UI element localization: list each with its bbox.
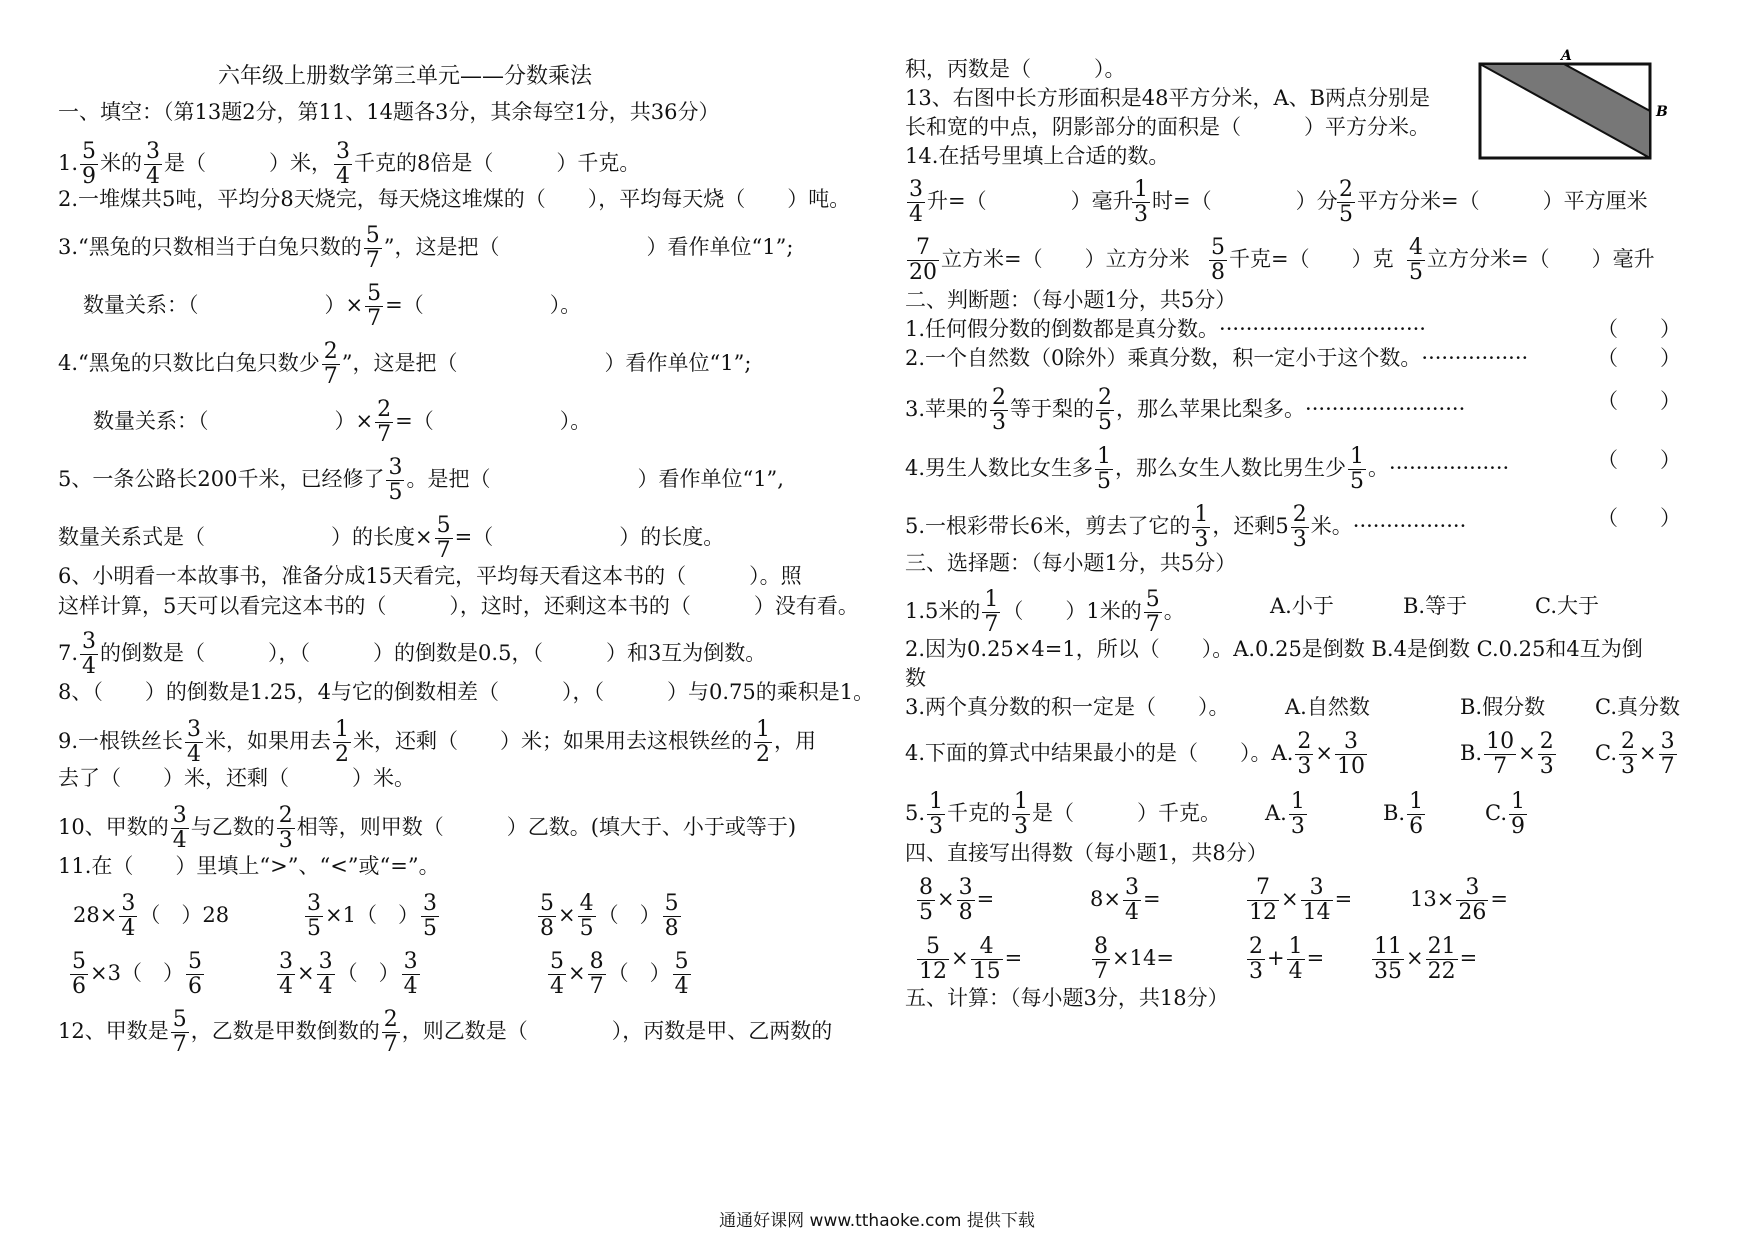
question-3-relation: 数量关系：（ ）× $\frac{5}{7}$ =（ ）。 <box>83 281 582 331</box>
choice-4-option-b: B. $\frac{10}{7}$ × $\frac{2}{3}$ <box>1460 729 1554 779</box>
section1-header: 一、填空：（第13题2分，第11、14题各3分，其余每空1分，共36分） <box>58 100 720 124</box>
choice-1-option-a: A.小于 <box>1270 594 1334 618</box>
judge-2: 2.一个自然数（0除外）乘真分数，积一定小于这个数。················ <box>905 346 1529 370</box>
q14-item-3: $\frac{2}{5}$ 平方分米=（ ）平方厘米 <box>1339 177 1648 227</box>
calc-8: $\frac{11}{35}$ × $\frac{21}{22}$ = <box>1374 934 1478 984</box>
question-14: 14.在括号里填上合适的数。 <box>905 144 1170 168</box>
calc-4: 13× $\frac{3}{26}$ = <box>1410 875 1508 925</box>
point-b-label: B <box>1656 104 1668 120</box>
judge-2-paren: （ ） <box>1597 346 1681 370</box>
footer-credit: 通通好课网 www.tthaoke.com 提供下载 <box>719 1211 1035 1231</box>
judge-4-paren: （ ） <box>1597 448 1681 472</box>
calc-3: $\frac{7}{12}$ × $\frac{3}{14}$ = <box>1249 875 1353 925</box>
choice-3-option-b: B.假分数 <box>1460 695 1546 719</box>
choice-3: 3.两个真分数的积一定是（ ）。 <box>905 695 1230 719</box>
question-4-relation: 数量关系：（ ）× $\frac{2}{7}$ =（ ）。 <box>93 397 592 447</box>
judge-1-paren: （ ） <box>1597 317 1681 341</box>
section3-header: 三、选择题：（每小题1分，共5分） <box>905 551 1237 575</box>
calc-2: 8× $\frac{3}{4}$ = <box>1090 875 1161 925</box>
q11-item-2: $\frac{3}{5}$ ×1（ ） $\frac{3}{5}$ <box>307 891 437 941</box>
judge-4: 4.男生人数比女生多 $\frac{1}{5}$ ，那么女生人数比男生少 $\frac{1}{5}$ 。·················· <box>905 444 1510 494</box>
q11-item-1: 28× $\frac{3}{4}$ （ ）28 <box>73 891 230 941</box>
question-13-line2: 长和宽的中点，阴影部分的面积是（ ）平方分米。 <box>905 115 1430 139</box>
point-a-label: A <box>1561 48 1572 64</box>
question-9: 9.一根铁丝长 $\frac{3}{4}$ 米，如果用去 $\frac{1}{2}$ 米，还剩（ ）米；如果用去这根铁丝的 $\frac{1}{2}$ ，用 <box>58 717 817 767</box>
question-13-line1: 13、右图中长方形面积是48平方分米，A、B两点分别是 <box>905 86 1431 110</box>
question-1: 1. $\frac{5}{9}$ 米的 $\frac{3}{4}$ 是（ ）米， $\frac{3}{4}$ 千克的8倍是（ ）千克。 <box>58 139 641 189</box>
q14-item-5: $\frac{5}{8}$ 千克=（ ）克 <box>1211 235 1394 285</box>
section2-header: 二、判断题：（每小题1分，共5分） <box>905 288 1237 312</box>
choice-4-option-c: C. $\frac{2}{3}$ × $\frac{3}{7}$ <box>1595 729 1675 779</box>
question-9-line2: 去了（ ）米，还剩（ ）米。 <box>58 766 415 790</box>
calc-6: $\frac{8}{7}$ ×14= <box>1094 934 1174 984</box>
question-7: 7. $\frac{3}{4}$ 的倒数是（ ），（ ）的倒数是0.5，（ ）和3互为倒数。 <box>58 629 767 679</box>
q14-item-4: $\frac{7}{20}$ 立方米=（ ）立方分米 <box>909 235 1190 285</box>
choice-3-option-a: A.自然数 <box>1285 695 1370 719</box>
choice-5-option-c: C. $\frac{1}{9}$ <box>1485 789 1525 839</box>
question-5-relation: 数量关系式是（ ）的长度× $\frac{5}{7}$ =（ ）的长度。 <box>58 513 725 563</box>
choice-5-option-a: A. $\frac{1}{3}$ <box>1265 789 1305 839</box>
calc-5: $\frac{5}{12}$ × $\frac{4}{15}$ = <box>919 934 1023 984</box>
judge-1: 1.任何假分数的倒数都是真分数。······························· <box>905 317 1426 341</box>
question-5: 5、一条公路长200千米，已经修了 $\frac{3}{5}$ 。是把（ ）看作单位“1”, <box>58 455 784 505</box>
q11-item-4: $\frac{5}{6}$ ×3（ ） $\frac{5}{6}$ <box>72 949 202 999</box>
section4-header: 四、直接写出得数（每小题1，共8分） <box>905 841 1268 865</box>
question-12-cont: 积，丙数是（ ）。 <box>905 57 1126 81</box>
question-4: 4.“黑兔的只数比白兔只数少 $\frac{2}{7}$ ”，这是把（ ）看作单位“1”; <box>58 339 752 389</box>
q11-item-3: $\frac{5}{8}$ × $\frac{4}{5}$ （ ） $\frac{5}{8}$ <box>540 891 679 941</box>
judge-5: 5.一根彩带长6米，剪去了它的 $\frac{1}{3}$ ，还剩5 $\frac{2}{3}$ 米。················· <box>905 502 1467 552</box>
question-8: 8、（ ）的倒数是1.25，4与它的倒数相差（ ），（ ）与0.75的乘积是1。 <box>58 680 875 704</box>
choice-5-option-b: B. $\frac{1}{6}$ <box>1383 789 1424 839</box>
section5-header: 五、计算：（每小题3分，共18分） <box>905 986 1229 1010</box>
choice-4: 4.下面的算式中结果最小的是（ ）。A. $\frac{2}{3}$ × $\frac{3}{10}$ <box>905 729 1365 779</box>
question-6-line1: 6、小明看一本故事书，准备分成15天看完，平均每天看这本书的（ ）。照 <box>58 564 802 588</box>
q11-item-5: $\frac{3}{4}$ × $\frac{3}{4}$ （ ） $\frac{3}{4}$ <box>279 949 418 999</box>
question-6-line2: 这样计算，5天可以看完这本书的（ ），这时，还剩这本书的（ ）没有看。 <box>58 594 859 618</box>
q11-item-6: $\frac{5}{4}$ × $\frac{8}{7}$ （ ） $\frac{5}{4}$ <box>550 949 689 999</box>
choice-1: 1.5米的 $\frac{1}{7}$ （ ）1米的 $\frac{5}{7}$ 。 <box>905 587 1185 637</box>
question-11: 11.在（ ）里填上“>”、“<”或“=”。 <box>58 854 440 878</box>
calc-1: $\frac{8}{5}$ × $\frac{3}{8}$ = <box>919 875 995 925</box>
q14-item-2: $\frac{1}{3}$ 时=（ ）分 <box>1134 177 1338 227</box>
choice-1-option-b: B.等于 <box>1403 594 1468 618</box>
calc-7: $\frac{2}{3}$ + $\frac{1}{4}$ = <box>1249 934 1325 984</box>
choice-2-cont: 数 <box>905 666 926 690</box>
judge-5-paren: （ ） <box>1597 506 1681 530</box>
judge-3-paren: （ ） <box>1597 389 1681 413</box>
choice-1-option-c: C.大于 <box>1535 594 1599 618</box>
q14-item-1: $\frac{3}{4}$ 升=（ ）毫升 <box>909 177 1134 227</box>
choice-3-option-c: C.真分数 <box>1595 695 1680 719</box>
judge-3: 3.苹果的 $\frac{2}{3}$ 等于梨的 $\frac{2}{5}$ ，那么苹果比梨多。························ <box>905 385 1466 435</box>
page-title: 六年级上册数学第三单元——分数乘法 <box>218 64 593 89</box>
choice-5: 5. $\frac{1}{3}$ 千克的 $\frac{1}{3}$ 是（ ）千克。 <box>905 789 1222 839</box>
choice-2: 2.因为0.25×4=1，所以（ ）。A.0.25是倒数 B.4是倒数 C.0.25和4互为倒 <box>905 637 1643 661</box>
question-2: 2.一堆煤共5吨，平均分8天烧完，每天烧这堆煤的（ ），平均每天烧（ ）吨。 <box>58 187 851 211</box>
question-3: 3.“黑兔的只数相当于白兔只数的 $\frac{5}{7}$ ”，这是把（ ）看作单位“1”; <box>58 223 794 273</box>
rectangle-figure <box>1478 48 1678 178</box>
question-10: 10、甲数的 $\frac{3}{4}$ 与乙数的 $\frac{2}{3}$ 相等，则甲数（ ）乙数。(填大于、小于或等于) <box>58 803 797 853</box>
q14-item-6: $\frac{4}{5}$ 立方分米=（ ）毫升 <box>1409 235 1655 285</box>
question-12: 12、甲数是 $\frac{5}{7}$ ，乙数是甲数倒数的 $\frac{2}{7}$ ，则乙数是（ ），丙数是甲、乙两数的 <box>58 1007 833 1057</box>
